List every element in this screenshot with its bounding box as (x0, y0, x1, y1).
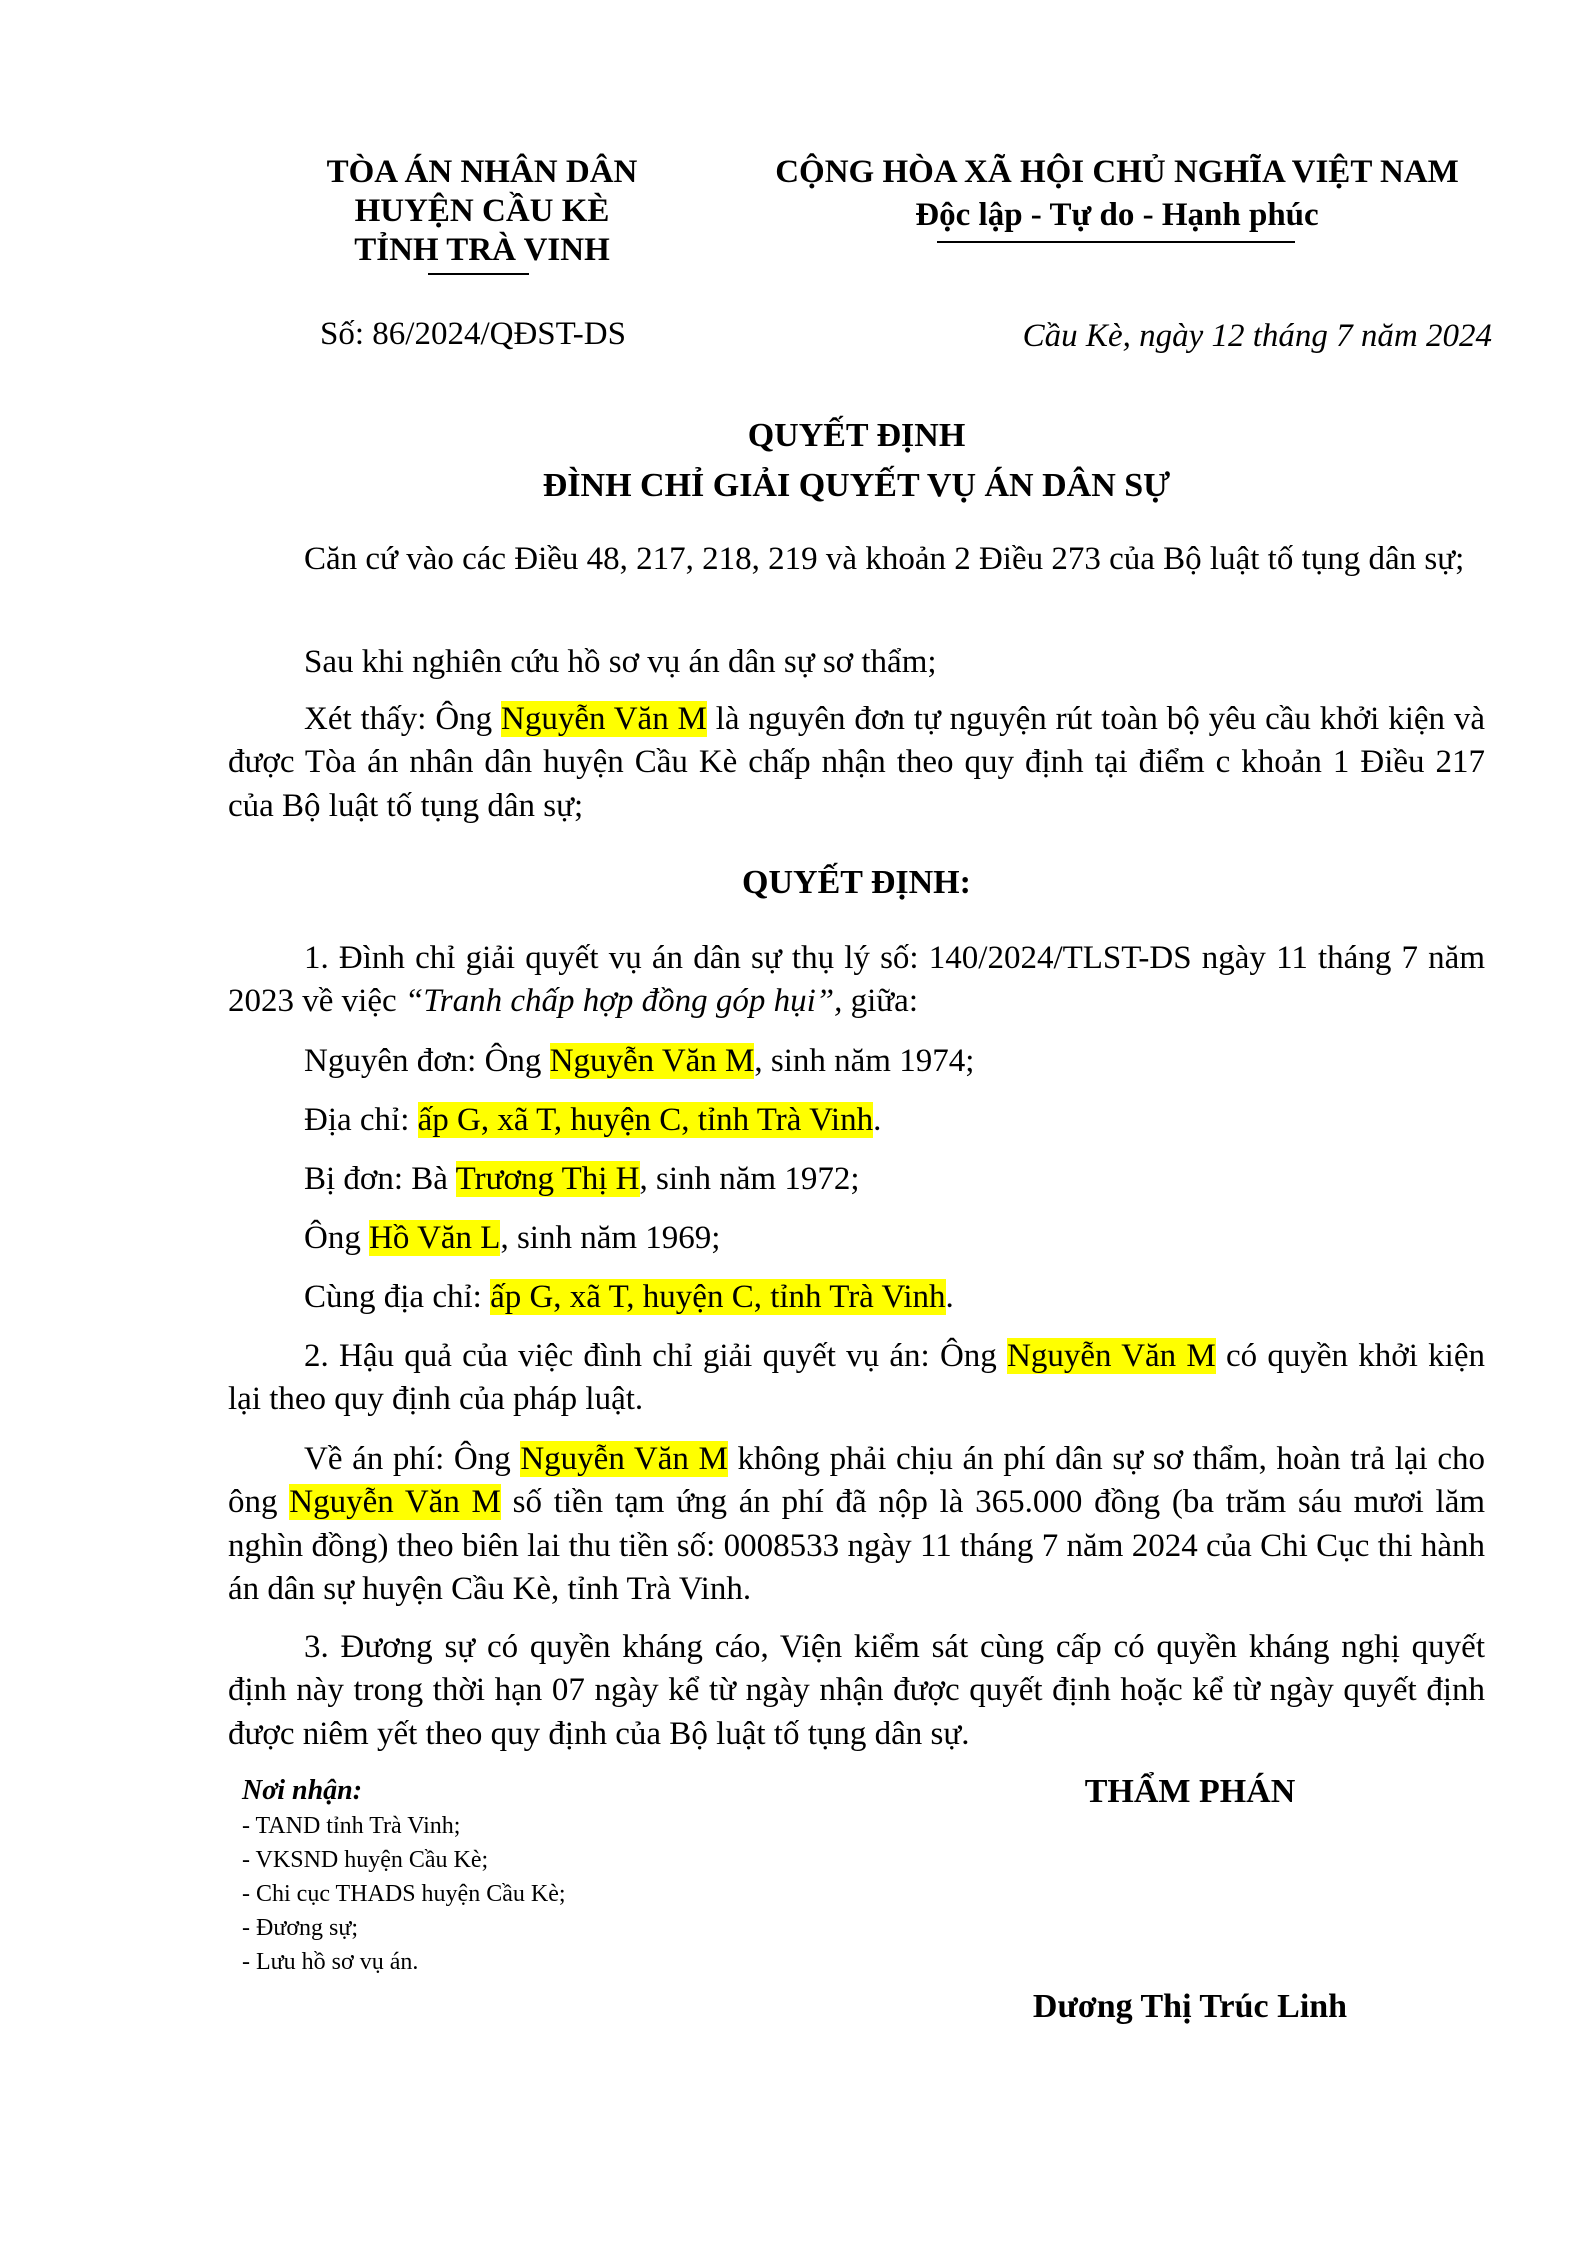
text-segment: , sinh năm 1974; (754, 1043, 975, 1079)
paragraph-an-phi (228, 1438, 1485, 1611)
title-line: ĐÌNH CHỈ GIẢI QUYẾT VỤ ÁN DÂN SỰ (542, 467, 1171, 504)
text-segment: 2. Hậu quả của việc đình chỉ giải quyết vụ án: Ông (304, 1338, 1008, 1374)
text-segment: là nguyên đơn tự nguyện rút toàn bộ yêu cầu khởi kiện và được Tòa án nhân dân huyện Cầu Kè chấp nhận theo quy định tại điểm c khoản 1 Điều 217 của Bộ luật tố tụng dân sự; (228, 701, 1485, 824)
court-underline (428, 273, 529, 275)
text-segment: Cùng địa chỉ: (304, 1279, 491, 1315)
highlighted-text: Nguyễn Văn M (501, 701, 707, 737)
recipient-item: - TAND tỉnh Trà Vinh; (242, 1813, 461, 1839)
signature-title: THẨM PHÁN (1084, 1773, 1296, 1810)
motto: Độc lập - Tự do - Hạnh phúc (915, 197, 1319, 233)
text-segment: số tiền tạm ứng án phí đã nộp là 365.000 đồng (ba trăm sáu mươi lăm nghìn đồng) theo biên lai thu tiền số: 0008533 ngày 11 tháng 7 năm 2024 của Chi Cục thi hành án dân sự huyện Cầu Kè, tỉnh Trà Vinh. (228, 1484, 1486, 1607)
document-number: Số: 86/2024/QĐST-DS (320, 316, 626, 352)
text-segment: 1. Đình chỉ giải quyết vụ án dân sự thụ lý số: 140/2024/TLST-DS ngày 11 tháng 7 năm 2023 về việc (228, 940, 1485, 1020)
text-segment: , sinh năm 1972; (639, 1161, 860, 1197)
paragraph-xet-thay (228, 698, 1485, 828)
text-segment: . (873, 1102, 882, 1138)
text-segment: Địa chỉ: (304, 1102, 418, 1138)
recipients-label: Nơi nhận: (242, 1775, 363, 1806)
text-segment: giữa: (842, 983, 918, 1020)
document-title (0, 411, 1586, 511)
place-date: Cầu Kè, ngày 12 tháng 7 năm 2024 (1022, 318, 1492, 354)
recipient-item: - VKSND huyện Cầu Kè; (242, 1847, 489, 1873)
text-segment: không phải chịu án phí dân sự sơ thẩm, hoàn trả lại cho ông (228, 1441, 1486, 1521)
motto-underline (937, 241, 1295, 243)
highlighted-text: Nguyễn Văn M (549, 1043, 755, 1079)
highlighted-text: ấp G, xã T, huyện C, tỉnh Trà Vinh (417, 1102, 874, 1138)
text-segment: Ông (304, 1220, 370, 1256)
text-segment: Nguyên đơn: Ông (304, 1043, 550, 1079)
case-subject: “Tranh chấp hợp đồng góp hụi”, (404, 983, 843, 1020)
paragraph-can-cu (228, 538, 1485, 581)
court-name (282, 153, 682, 270)
paragraph-item-3 (228, 1626, 1485, 1756)
paragraph-item-2 (228, 1335, 1485, 1422)
paragraph-dia-chi (228, 1099, 1485, 1142)
text-segment: Bị đơn: Bà (304, 1161, 456, 1197)
text-segment: , sinh năm 1969; (500, 1220, 721, 1256)
highlighted-text: Nguyễn Văn M (289, 1484, 501, 1521)
highlighted-text: Trương Thị H (455, 1161, 640, 1197)
highlighted-text: Nguyễn Văn M (520, 1441, 728, 1477)
signer-name: Dương Thị Trúc Linh (1032, 1988, 1348, 2025)
nation-name: CỘNG HÒA XÃ HỘI CHỦ NGHĨA VIỆT NAM (775, 154, 1459, 190)
text-segment: 3. Đương sự có quyền kháng cáo, Viện kiểm sát cùng cấp có quyền kháng nghị quyết định này trong thời hạn 07 ngày kể từ ngày nhận được quyết định hoặc kể từ ngày quyết định được niêm yết theo quy định của Bộ luật tố tụng dân sự. (228, 1629, 1485, 1752)
text-segment: Về án phí: Ông (304, 1441, 521, 1477)
recipient-item: - Chi cục THADS huyện Cầu Kè; (242, 1881, 566, 1907)
highlighted-text: Hồ Văn L (369, 1220, 501, 1256)
recipient-item: - Lưu hồ sơ vụ án. (242, 1949, 419, 1975)
paragraph-ong-l (228, 1217, 1485, 1260)
highlighted-text: ấp G, xã T, huyện C, tỉnh Trà Vinh (490, 1279, 946, 1315)
court-line: TỈNH TRÀ VINH (354, 232, 610, 268)
text-segment: Sau khi nghiên cứu hồ sơ vụ án dân sự sơ thẩm; (304, 644, 937, 680)
recipient-item: - Đương sự; (242, 1915, 359, 1941)
text-segment: Căn cứ vào các Điều 48, 217, 218, 219 và khoản 2 Điều 273 của Bộ luật tố tụng dân sự; (304, 541, 1465, 577)
text-segment: có quyền khởi kiện lại theo quy định của pháp luật. (228, 1338, 1485, 1418)
court-line: HUYỆN CẦU KÈ (354, 193, 610, 229)
paragraph-cung-dia-chi (228, 1276, 1485, 1319)
decision-heading: QUYẾT ĐỊNH: (742, 864, 971, 901)
paragraph-nguyen-don (228, 1040, 1485, 1083)
paragraph-sau-khi (228, 641, 1485, 684)
highlighted-text: Nguyễn Văn M (1007, 1338, 1216, 1374)
court-line: TÒA ÁN NHÂN DÂN (326, 154, 638, 190)
paragraph-item-1 (228, 937, 1485, 1024)
text-segment: Xét thấy: Ông (304, 701, 501, 737)
paragraph-bi-don (228, 1158, 1485, 1201)
national-heading (717, 153, 1517, 235)
title-line: QUYẾT ĐỊNH (747, 417, 966, 454)
text-segment: . (945, 1279, 954, 1315)
